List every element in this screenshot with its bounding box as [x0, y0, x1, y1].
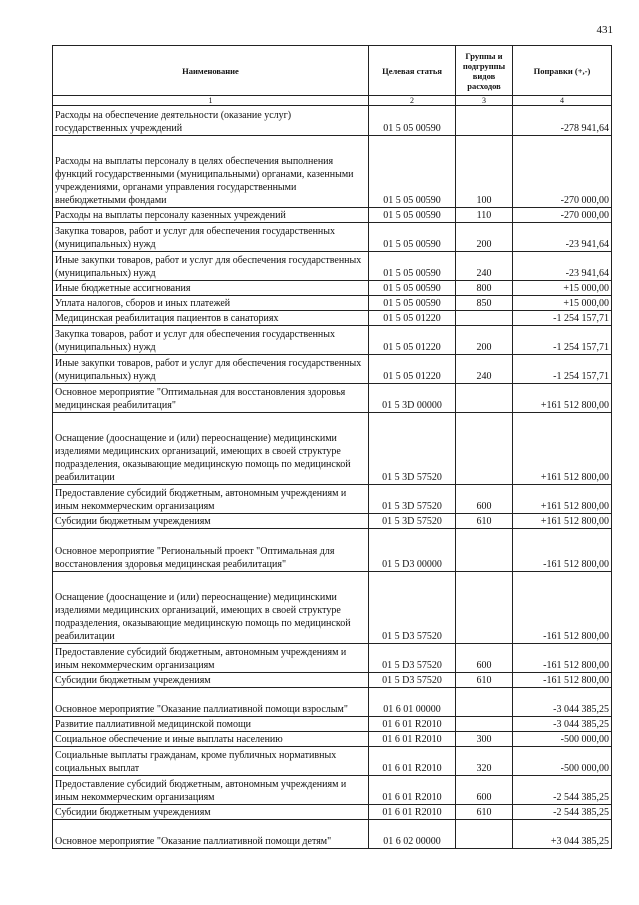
row-group: 610	[456, 514, 513, 529]
row-code: 01 5 D3 57520	[369, 673, 456, 688]
row-group: 320	[456, 747, 513, 776]
row-amount: -161 512 800,00	[513, 572, 612, 644]
row-code: 01 5 3D 57520	[369, 485, 456, 514]
table-row	[53, 572, 612, 644]
row-code: 01 5 05 01220	[369, 355, 456, 384]
header-name: Наименование	[53, 46, 369, 96]
row-name: Закупка товаров, работ и услуг для обеспечения государственных (муниципальных) нужд	[53, 223, 369, 252]
table-row	[53, 688, 612, 717]
row-name: Субсидии бюджетным учреждениям	[53, 514, 369, 529]
row-code: 01 5 05 01220	[369, 326, 456, 355]
column-number: 3	[456, 96, 513, 106]
row-code: 01 5 05 00590	[369, 296, 456, 311]
table-row	[53, 311, 612, 326]
table-header-row	[53, 46, 612, 96]
row-amount: -1 254 157,71	[513, 355, 612, 384]
row-name: Предоставление субсидий бюджетным, автономным учреждениям и иным некоммерческим организациям	[53, 776, 369, 805]
column-number: 2	[369, 96, 456, 106]
table-row	[53, 820, 612, 849]
table-row	[53, 355, 612, 384]
row-name: Расходы на выплаты персоналу казенных учреждений	[53, 208, 369, 223]
row-group: 100	[456, 136, 513, 208]
row-group	[456, 384, 513, 413]
row-name: Основное мероприятие "Региональный проект "Оптимальная для восстановления здоровья медицинская реабилитация"	[53, 529, 369, 572]
row-code: 01 5 05 00590	[369, 106, 456, 136]
row-group	[456, 688, 513, 717]
table-row	[53, 296, 612, 311]
row-name: Основное мероприятие "Оказание паллиативной помощи детям"	[53, 820, 369, 849]
row-code: 01 6 02 00000	[369, 820, 456, 849]
row-name: Уплата налогов, сборов и иных платежей	[53, 296, 369, 311]
row-name: Закупка товаров, работ и услуг для обеспечения государственных (муниципальных) нужд	[53, 326, 369, 355]
table-row	[53, 106, 612, 136]
row-amount: +15 000,00	[513, 296, 612, 311]
table-row	[53, 673, 612, 688]
row-group	[456, 529, 513, 572]
row-name: Субсидии бюджетным учреждениям	[53, 673, 369, 688]
table-row	[53, 644, 612, 673]
row-code: 01 6 01 R2010	[369, 805, 456, 820]
row-amount: -1 254 157,71	[513, 311, 612, 326]
row-name: Иные закупки товаров, работ и услуг для обеспечения государственных (муниципальных) нужд	[53, 355, 369, 384]
row-code: 01 5 3D 57520	[369, 413, 456, 485]
row-name: Основное мероприятие "Оптимальная для восстановления здоровья медицинская реабилитация"	[53, 384, 369, 413]
row-code: 01 5 3D 57520	[369, 514, 456, 529]
table-row	[53, 747, 612, 776]
table-row	[53, 732, 612, 747]
row-name: Оснащение (дооснащение и (или) переоснащение) медицинскими изделиями медицинских организаций, имеющих в своей структуре подразделения, оказывающие медицинскую помощь по медицинской реабилитации	[53, 413, 369, 485]
row-amount: +161 512 800,00	[513, 384, 612, 413]
row-code: 01 5 05 00590	[369, 136, 456, 208]
row-amount: -500 000,00	[513, 732, 612, 747]
row-group: 800	[456, 281, 513, 296]
row-group: 200	[456, 223, 513, 252]
table-row	[53, 413, 612, 485]
row-code: 01 6 01 00000	[369, 688, 456, 717]
row-code: 01 5 05 00590	[369, 281, 456, 296]
row-code: 01 5 05 01220	[369, 311, 456, 326]
row-amount: +161 512 800,00	[513, 485, 612, 514]
table-row	[53, 326, 612, 355]
row-name: Предоставление субсидий бюджетным, автономным учреждениям и иным некоммерческим организациям	[53, 644, 369, 673]
row-group: 610	[456, 673, 513, 688]
row-group	[456, 311, 513, 326]
row-group	[456, 572, 513, 644]
column-number: 1	[53, 96, 369, 106]
column-number-row	[53, 96, 612, 106]
table-row	[53, 384, 612, 413]
row-group: 240	[456, 355, 513, 384]
row-code: 01 5 D3 57520	[369, 572, 456, 644]
table-row	[53, 529, 612, 572]
row-amount: -1 254 157,71	[513, 326, 612, 355]
row-amount: -3 044 385,25	[513, 688, 612, 717]
row-group: 200	[456, 326, 513, 355]
row-group	[456, 717, 513, 732]
row-name: Оснащение (дооснащение и (или) переоснащение) медицинскими изделиями медицинских организаций, имеющих в своей структуре подразделения, оказывающие медицинскую помощь по медицинской реабилитации	[53, 572, 369, 644]
table-row	[53, 136, 612, 208]
row-group: 600	[456, 485, 513, 514]
row-code: 01 6 01 R2010	[369, 717, 456, 732]
row-amount: +161 512 800,00	[513, 514, 612, 529]
table-row	[53, 776, 612, 805]
row-group	[456, 413, 513, 485]
row-code: 01 6 01 R2010	[369, 732, 456, 747]
row-group: 110	[456, 208, 513, 223]
row-amount: -270 000,00	[513, 208, 612, 223]
row-amount: -2 544 385,25	[513, 805, 612, 820]
row-amount: -161 512 800,00	[513, 673, 612, 688]
row-group	[456, 106, 513, 136]
row-amount: +161 512 800,00	[513, 413, 612, 485]
table-row	[53, 717, 612, 732]
budget-table	[52, 45, 612, 849]
page-number: 431	[596, 24, 613, 36]
row-amount: -23 941,64	[513, 252, 612, 281]
row-group	[456, 820, 513, 849]
row-group: 600	[456, 644, 513, 673]
row-amount: -278 941,64	[513, 106, 612, 136]
table-row	[53, 514, 612, 529]
row-name: Иные закупки товаров, работ и услуг для обеспечения государственных (муниципальных) нужд	[53, 252, 369, 281]
row-name: Расходы на выплаты персоналу в целях обеспечения выполнения функций государственными (муниципальными) органами, казенными учреждениями, органами управления государственными внебюджетными фондами	[53, 136, 369, 208]
row-code: 01 5 05 00590	[369, 252, 456, 281]
row-group: 850	[456, 296, 513, 311]
row-amount: -23 941,64	[513, 223, 612, 252]
row-group: 600	[456, 776, 513, 805]
row-name: Предоставление субсидий бюджетным, автономным учреждениям и иным некоммерческим организациям	[53, 485, 369, 514]
row-code: 01 5 D3 57520	[369, 644, 456, 673]
table-row	[53, 223, 612, 252]
row-name: Основное мероприятие "Оказание паллиативной помощи взрослым"	[53, 688, 369, 717]
row-name: Развитие паллиативной медицинской помощи	[53, 717, 369, 732]
row-amount: +15 000,00	[513, 281, 612, 296]
row-amount: +3 044 385,25	[513, 820, 612, 849]
row-name: Медицинская реабилитация пациентов в санаториях	[53, 311, 369, 326]
row-group: 610	[456, 805, 513, 820]
header-group: Группы и подгруппы видов расходов	[456, 46, 513, 96]
header-code: Целевая статья	[369, 46, 456, 96]
table-row	[53, 281, 612, 296]
row-amount: -161 512 800,00	[513, 644, 612, 673]
row-amount: -500 000,00	[513, 747, 612, 776]
row-amount: -2 544 385,25	[513, 776, 612, 805]
row-code: 01 5 05 00590	[369, 223, 456, 252]
row-code: 01 6 01 R2010	[369, 747, 456, 776]
row-name: Иные бюджетные ассигнования	[53, 281, 369, 296]
row-amount: -161 512 800,00	[513, 529, 612, 572]
row-code: 01 5 D3 00000	[369, 529, 456, 572]
column-number: 4	[513, 96, 612, 106]
row-code: 01 5 05 00590	[369, 208, 456, 223]
row-name: Социальные выплаты гражданам, кроме публичных нормативных социальных выплат	[53, 747, 369, 776]
row-group: 300	[456, 732, 513, 747]
table-row	[53, 485, 612, 514]
table-row	[53, 208, 612, 223]
row-name: Расходы на обеспечение деятельности (оказание услуг) государственных учреждений	[53, 106, 369, 136]
header-amount: Поправки (+,-)	[513, 46, 612, 96]
row-group: 240	[456, 252, 513, 281]
row-code: 01 5 3D 00000	[369, 384, 456, 413]
row-name: Социальное обеспечение и иные выплаты населению	[53, 732, 369, 747]
row-amount: -3 044 385,25	[513, 717, 612, 732]
row-amount: -270 000,00	[513, 136, 612, 208]
table-row	[53, 252, 612, 281]
row-name: Субсидии бюджетным учреждениям	[53, 805, 369, 820]
row-code: 01 6 01 R2010	[369, 776, 456, 805]
table-row	[53, 805, 612, 820]
